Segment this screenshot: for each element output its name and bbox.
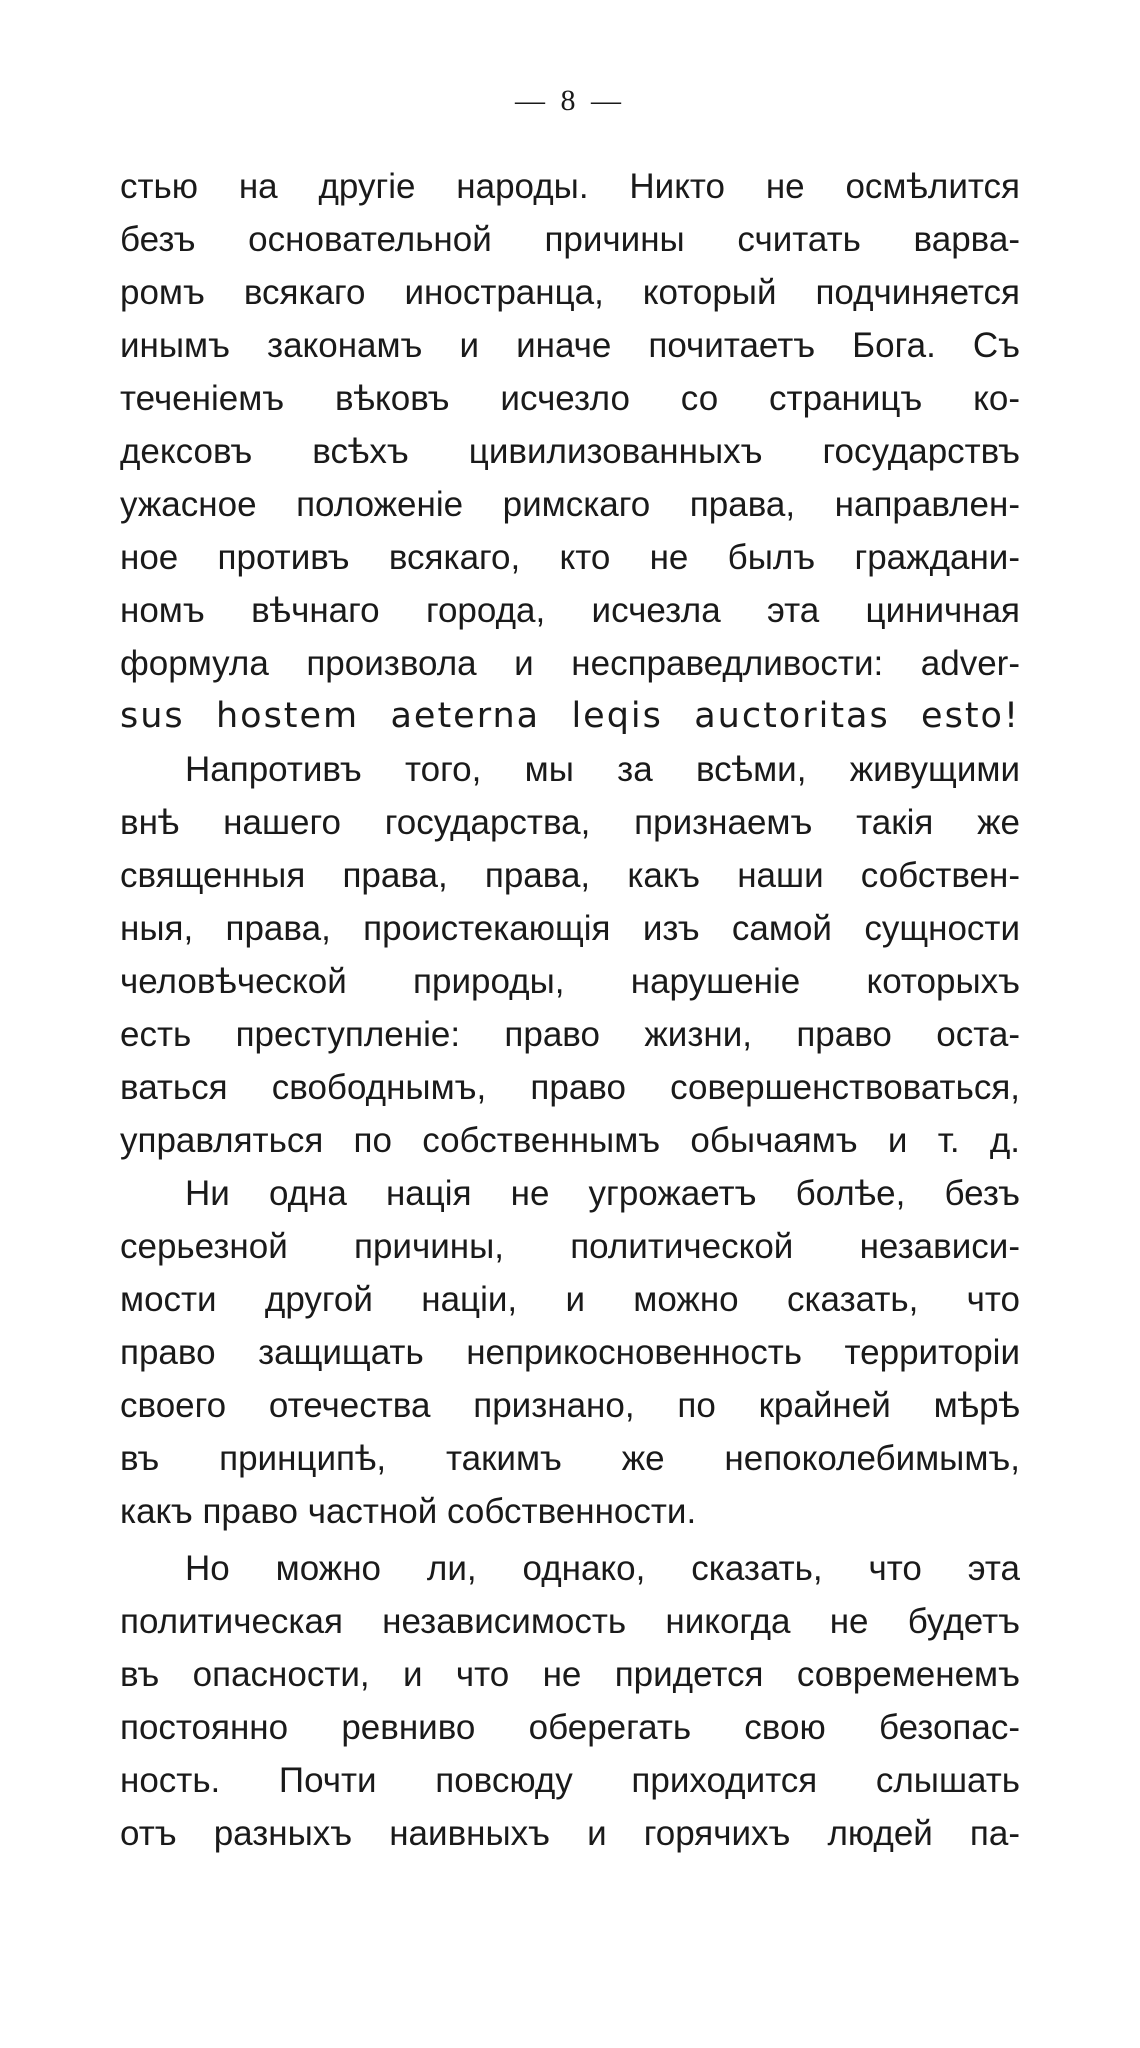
text-line: политическая независимость никогда не будетъ — [120, 1602, 1020, 1641]
text-line: ныя, права, проистекающія изъ самой сущности — [120, 909, 1020, 948]
text-line: въ принципѣ, такимъ же непоколебимымъ, — [120, 1439, 1020, 1478]
latin-text-line: sus hostem aeterna leqis auctoritas esto! — [120, 696, 1020, 736]
text-line: внѣ нашего государства, признаемъ такія же — [120, 803, 1020, 842]
text-line: ужасное положеніе римскаго права, направлен- — [120, 485, 1020, 524]
text-line: ность. Почти повсюду приходится слышать — [120, 1761, 1020, 1800]
text-line: отъ разныхъ наивныхъ и горячихъ людей па- — [120, 1814, 1020, 1853]
body-text — [120, 160, 1020, 1860]
text-line: теченіемъ вѣковъ исчезло со страницъ ко- — [120, 379, 1020, 418]
text-line: священныя права, права, какъ наши собствен- — [120, 856, 1020, 895]
text-line: ное противъ всякаго, кто не былъ граждани- — [120, 538, 1020, 577]
page-number: — 8 — — [515, 84, 625, 117]
paragraph-first-line: Но можно ли, однако, сказать, что эта — [185, 1549, 1020, 1588]
text-line: человѣческой природы, нарушеніе которыхъ — [120, 962, 1020, 1001]
text-line: безъ основательной причины считать варва- — [120, 220, 1020, 259]
text-line: есть преступленіе: право жизни, право оста- — [120, 1015, 1020, 1054]
text-line: стью на другіе народы. Никто не осмѣлится — [120, 167, 1020, 206]
text-line: ромъ всякаго иностранца, который подчиняется — [120, 273, 1020, 312]
text-line: инымъ законамъ и иначе почитаетъ Бога. Съ — [120, 326, 1020, 365]
text-line: мости другой націи, и можно сказать, что — [120, 1280, 1020, 1319]
text-line: номъ вѣчнаго города, исчезла эта циничная — [120, 591, 1020, 630]
paragraph-first-line: Напротивъ того, мы за всѣми, живущими — [185, 750, 1020, 789]
paragraph-last-line: какъ право частной собственности. — [120, 1492, 697, 1531]
text-line: формула произвола и несправедливости: adver- — [120, 644, 1020, 683]
text-line: управляться по собственнымъ обычаямъ и т. д. — [120, 1121, 1020, 1160]
text-line: серьезной причины, политической независи- — [120, 1227, 1020, 1266]
text-line: своего отечества признано, по крайней мѣрѣ — [120, 1386, 1020, 1425]
text-line: ваться свободнымъ, право совершенствоваться, — [120, 1068, 1020, 1107]
text-line: постоянно ревниво оберегать свою безопас- — [120, 1708, 1020, 1747]
text-line: право защищать неприкосновенность территоріи — [120, 1333, 1020, 1372]
text-line: дексовъ всѣхъ цивилизованныхъ государствъ — [120, 432, 1020, 471]
text-line: въ опасности, и что не придется современемъ — [120, 1655, 1020, 1694]
paragraph-first-line: Ни одна нація не угрожаетъ болѣе, безъ — [185, 1174, 1020, 1213]
